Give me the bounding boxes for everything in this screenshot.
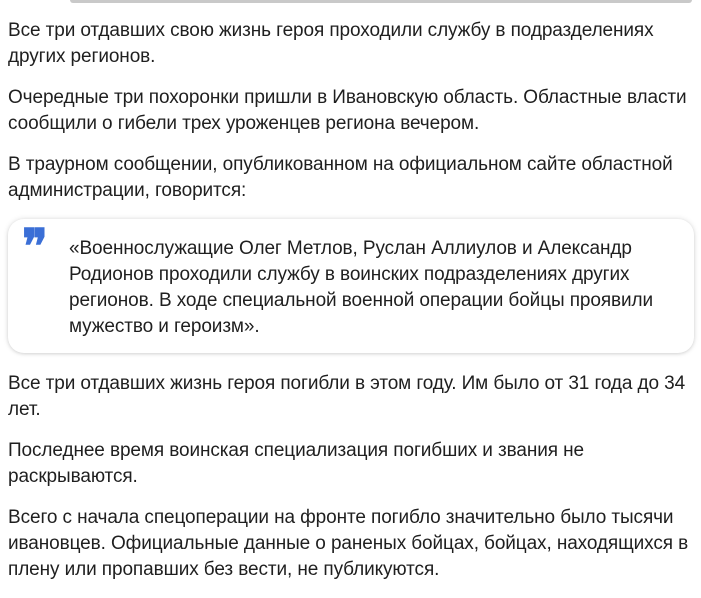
- article-body: [8, 18, 698, 598]
- previous-element-edge: [70, 0, 692, 3]
- article-paragraph-2: Очередные три похоронки пришли в Ивановскую область. Областные власти сообщили о гибели трех уроженцев региона вечером.: [8, 87, 687, 134]
- quote-icon: ❞: [22, 219, 48, 275]
- article-paragraph-5: Последнее время воинская специализация погибших и звания не раскрываются.: [8, 440, 584, 487]
- article-paragraph-6: Всего с начала спецоперации на фронте погибло значительно было тысячи ивановцев. Официальные данные о раненых бойцах, бойцах, находящихся в плену или пропавших без вести, не публикуются.: [8, 507, 689, 580]
- article-paragraph-3: В траурном сообщении, опубликованном на официальном сайте областной администрации, говорится:: [8, 154, 673, 201]
- blockquote: [8, 219, 694, 353]
- article-paragraph-4: Все три отдавших жизнь героя погибли в этом году. Им было от 31 года до 34 лет.: [8, 373, 686, 420]
- quote-text: «Военнослужащие Олег Метлов, Руслан Аллиулов и Александр Родионов проходили службу в воинских подразделениях других регионов. В ходе специальной военной операции бойцы проявили мужество и героизм».: [69, 238, 654, 337]
- article-paragraph-1: Все три отдавших свою жизнь героя проходили службу в подразделениях других регионов.: [8, 20, 654, 67]
